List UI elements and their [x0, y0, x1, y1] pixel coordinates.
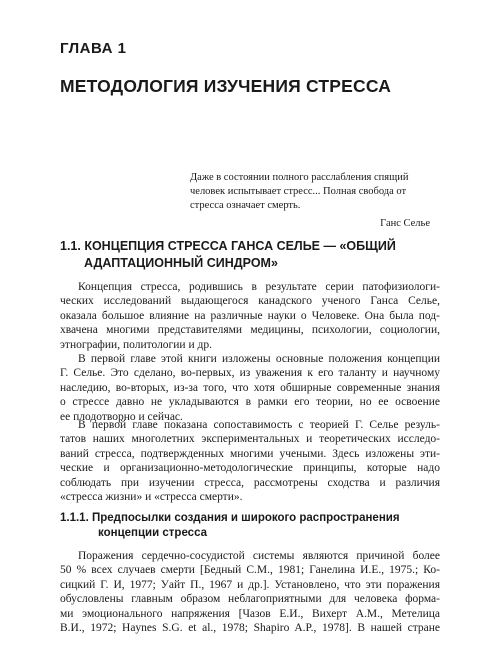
paragraph-3: [60, 418, 440, 504]
text-line: ее плодотворно и сейчас.: [60, 410, 183, 423]
text-line: ческих исследований выдающегося канадского ученого Ганса Селье,: [60, 295, 440, 308]
subsection-heading-line: концепции стресса: [98, 527, 208, 539]
epigraph-line: стресса означает смерть.: [190, 200, 301, 212]
text-line: татов наших многолетних экспериментальных и теоретических исследо-: [60, 433, 440, 446]
text-line: сицкий Г. И, 1977; Уайт П., 1967 и др.]. Установлено, что эти поражения: [60, 578, 440, 591]
subsection-heading-line: 1.1.1. Предпосылки создания и широкого распространения: [60, 512, 400, 524]
text-line: соблюдать при изучении стресса, рассмотрены сходства и различия: [60, 476, 440, 489]
chapter-title: МЕТОДОЛОГИЯ ИЗУЧЕНИЯ СТРЕССА: [60, 76, 392, 96]
section-heading-line: 1.1. КОНЦЕПЦИЯ СТРЕССА ГАНСА СЕЛЬЕ — «ОБЩИЙ: [60, 239, 396, 253]
text-line: наследию, во-вторых, из-за того, что хотя обширные современные знания: [60, 381, 440, 394]
text-line: о стрессе давно не укладываются в рамки его теории, но ее освоение: [60, 396, 440, 409]
paragraph-1: [60, 280, 440, 352]
section-heading-line: АДАПТАЦИОННЫЙ СИНДРОМ»: [84, 256, 278, 270]
text-line: Г. Селье. Это сделано, во-первых, из уважения к его таланту и научному: [60, 367, 440, 380]
text-line: ми эмоционального напряжения [Чазов Е.И., Вихерт А.М., Метелица: [60, 607, 440, 620]
text-line: ческие и организационно-методологические принципы, которые надо: [60, 462, 440, 475]
text-line: хвачена многими представителями медицины, психологии, социологии,: [60, 324, 440, 337]
epigraph-line: человек испытывает стресс... Полная свобода от: [190, 186, 407, 198]
text-line: обусловлены главным образом неблагоприятными для человека форма-: [60, 593, 440, 606]
paragraph-4: [60, 549, 440, 635]
text-line: 50 % всех случаев смерти [Бедный С.М., 1981; Ганелина И.Е., 1975.; Ко-: [60, 564, 440, 577]
paragraph-2: [60, 352, 440, 424]
text-line: В первой главе показана сопоставимость с теорией Г. Селье резуль-: [78, 419, 440, 431]
subsection-heading: [60, 511, 440, 541]
text-line: Концепция стресса, родившись в результате серии патофизиологи-: [78, 281, 440, 293]
text-line: оказала большое влияние на различные науки о Человеке. Она была под-: [60, 309, 440, 322]
text-line: В.И., 1972; Haynes S.G. et al., 1978; Shapiro A.P., 1978]. В нашей стране: [60, 622, 440, 635]
epigraph-author: Ганс Селье: [380, 217, 430, 229]
text-line: В первой главе этой книги изложены основные положения концепции: [78, 353, 440, 365]
chapter-label: ГЛАВА 1: [60, 40, 127, 57]
epigraph: [190, 171, 430, 231]
epigraph-line: Даже в состоянии полного расслабления спящий: [190, 172, 409, 183]
text-line: Поражения сердечно-сосудистой системы являются причиной более: [78, 550, 440, 562]
text-line: этнографии, политологии и др.: [60, 338, 212, 351]
section-heading: [60, 238, 440, 272]
text-line: «стресса жизни» и «стресса смерти».: [60, 491, 243, 504]
text-line: ваний стресса, подтвержденных многими учеными. Здесь изложены эти-: [60, 447, 440, 460]
